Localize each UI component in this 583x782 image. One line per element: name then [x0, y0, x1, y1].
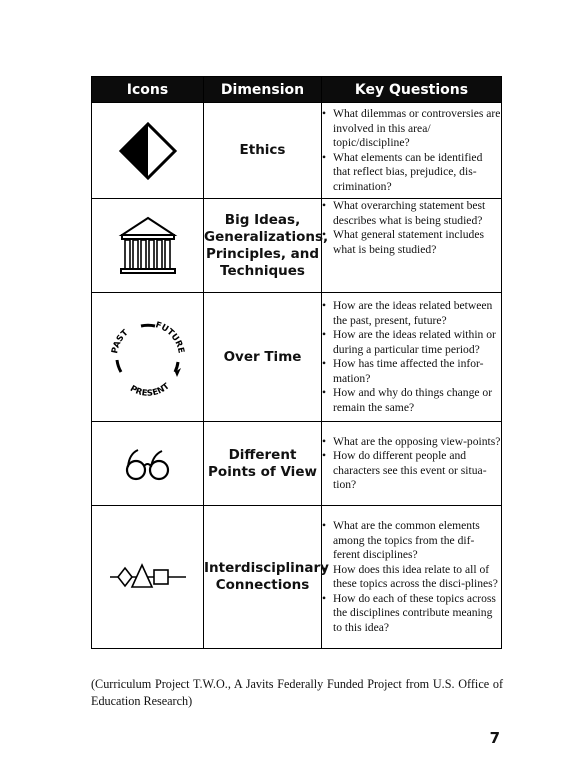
key-questions-cell	[322, 103, 502, 199]
source-citation: (Curriculum Project T.W.O., A Javits Federally Funded Project from U.S. Office of Education Research)	[91, 677, 503, 708]
dimension-label: Over Time	[204, 293, 322, 422]
icon-cell	[92, 506, 204, 649]
icon-cell	[92, 199, 204, 293]
diamond-half-filled-icon	[118, 121, 178, 181]
table-header-row	[92, 77, 502, 103]
question-item: • What elements can be identified that reflect bias, prejudice, dis-crimination?	[322, 151, 501, 195]
icon-cell	[92, 103, 204, 199]
linked-shapes-icon	[108, 562, 188, 592]
question-item: • How and why do things change or remain the same?	[322, 386, 501, 415]
key-questions-cell	[322, 422, 502, 506]
pillared-building-icon	[118, 215, 178, 277]
question-item: • How do different people and characters see this event or situa-tion?	[322, 449, 501, 493]
time-circle-icon	[103, 312, 193, 402]
table-row-ethics	[92, 103, 502, 199]
future-label: FUTURE	[153, 320, 186, 355]
dimension-label: Interdisciplinary Connections	[204, 506, 322, 649]
table-row-over-time	[92, 293, 502, 422]
question-item: • What are the common elements among the topics from the dif-ferent disciplines?	[322, 519, 501, 563]
present-label: PRESENT	[127, 381, 172, 399]
table-row-interdisciplinary	[92, 506, 502, 649]
header-icons: Icons	[92, 77, 204, 103]
icon-cell	[92, 422, 204, 506]
question-item: • How are the ideas related within or during a particular time period?	[322, 328, 501, 357]
svg-text:PAST	[110, 328, 130, 355]
header-key-questions: Key Questions	[322, 77, 502, 103]
header-dimension: Dimension	[204, 77, 322, 103]
dimension-label: Different Points of View	[204, 422, 322, 506]
eyeglasses-icon	[123, 446, 173, 482]
key-questions-cell	[322, 506, 502, 649]
table-row-big-ideas	[92, 199, 502, 293]
dimension-label: Ethics	[204, 103, 322, 199]
icon-cell	[92, 293, 204, 422]
svg-text:PRESENT	[128, 381, 172, 398]
past-label: PAST	[109, 328, 130, 355]
page-number: 7	[489, 729, 500, 747]
dimension-label: Big Ideas, Generalizations, Principles, and Techniques	[204, 199, 322, 293]
question-item: • How does this idea relate to all of these topics across the disci-plines?	[322, 563, 501, 592]
question-item: • What general statement includes what is being studied?	[322, 228, 501, 257]
question-item: • How do each of these topics across the disciplines contribute meaning to this idea?	[322, 592, 501, 636]
dimensions-table	[91, 76, 502, 649]
question-item: • What are the opposing view-points?	[322, 435, 501, 450]
svg-text:FUTURE	[154, 320, 186, 354]
table-row-points-of-view	[92, 422, 502, 506]
key-questions-cell	[322, 199, 502, 293]
question-item: • What overarching statement best describes what is being studied?	[322, 199, 501, 228]
key-questions-cell	[322, 293, 502, 422]
question-item: • What dilemmas or controversies are involved in this area/ topic/discipline?	[322, 107, 501, 151]
question-item: • How has time affected the infor-mation?	[322, 357, 501, 386]
question-item: • How are the ideas related between the past, present, future?	[322, 299, 501, 328]
